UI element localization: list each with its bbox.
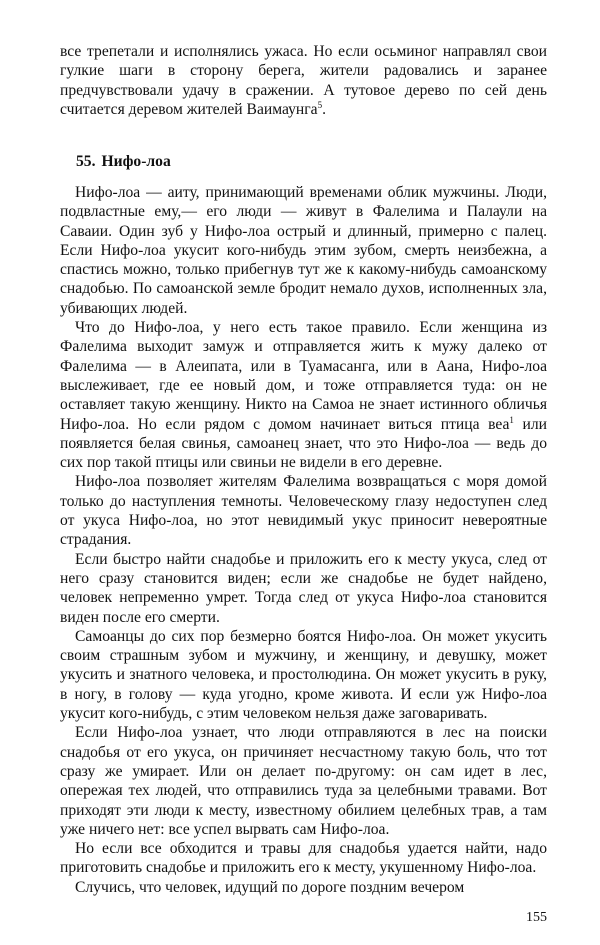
paragraph-text: все трепетали и исполнялись ужаса. Но если осьминог направлял свои гулкие шаги в сторону берега, жители радовались и заранее предчувствовали удачу в сражении. А тутовое дерево по сей день считается деревом жителей Ваимаунга (60, 43, 547, 118)
page-number: 155 (526, 910, 547, 925)
paragraph: Случись, что человек, идущий по дороге поздним вечером (75, 878, 465, 896)
paragraph-tail: . (322, 100, 326, 118)
paragraph-text: Что до Нифо-лоа, у него есть такое правило. Если женщина из Фалелима выходит замуж и отправляется жить к мужу далеко от Фалелима — в Алеипата, или в Туамасанга, или в Аана, Нифо-лоа выслеживает, где ее новый дом, и тоже отправляется туда: он не оставляет такую женщину. Никто на Самоа не знает истинного обличья Нифо-лоа. Но если рядом с домом начинает виться птица веа (60, 319, 547, 433)
continued-text (60, 42, 547, 119)
footnote-reference: 5 (317, 99, 323, 110)
chapter-number: 55. (76, 153, 96, 170)
paragraph-continued (60, 42, 547, 119)
paragraph (60, 318, 547, 472)
paragraph-text: или появляется белая свинья, самоанец знает, что это Нифо-лоа — ведь до сих пор такой птицы или свиньи не видели в его деревне. (60, 415, 547, 472)
chapter-title: Нифо-лоа (101, 153, 171, 170)
paragraph: Если Нифо-лоа узнает, что люди отправляются в лес на поиски снадобья от его укуса, он причиняет несчастному такую боль, что тот сразу же умирает. Или он делает по-другому: он сам идет в лес, опережая тех людей, что отправились туда за целебными травами. Вот приходят эти люди к месту, известному обилием целебных трав, а там уже ничего нет: все успел вырвать сам Нифо-лоа. (60, 724, 547, 838)
paragraph: Но если все обходится и травы для снадобья удается найти, надо приготовить снадобье и приложить его к месту, укушенному Нифо-лоа. (60, 840, 547, 877)
chapter-heading (76, 153, 171, 171)
chapter-body (60, 183, 547, 897)
paragraph: Нифо-лоа — аиту, принимающий временами облик мужчины. Люди, подвластные ему,— его люди — живут в Фалелима и Палаули на Саваии. Один зуб у Нифо-лоа острый и длинный, примерно с палец. Если Нифо-лоа укусит кого-нибудь этим зубом, смерть неизбежна, а спастись можно, только прибегнув тут же к какому-нибудь самоанскому снадобью. По самоанской земле бродит немало духов, исполненных зла, убивающих людей. (60, 184, 547, 317)
paragraph: Нифо-лоа позволяет жителям Фалелима возвращаться с моря домой только до наступления темноты. Человеческому глазу недоступен след от укуса Нифо-лоа, но этот невидимый укус приносит невероятные страдания. (60, 473, 547, 549)
paragraph: Если быстро найти снадобье и приложить его к месту укуса, след от него сразу становится виден; если же снадобье не будет найдено, человек непременно умрет. Тогда след от укуса Нифо-лоа становится виден после его смерти. (60, 550, 547, 626)
paragraph: Самоанцы до сих пор безмерно боятся Нифо-лоа. Он может укусить своим страшным зубом и мужчину, и женщину, и девушку, может укусить и знатного человека, и простолюдина. Он может укусить в руку, в ногу, в голову — куда угодно, кроме живота. И если уж Нифо-лоа укусит кого-нибудь, с этим человеком нельзя даже заговаривать. (60, 627, 547, 723)
footnote-reference: 1 (509, 414, 514, 425)
